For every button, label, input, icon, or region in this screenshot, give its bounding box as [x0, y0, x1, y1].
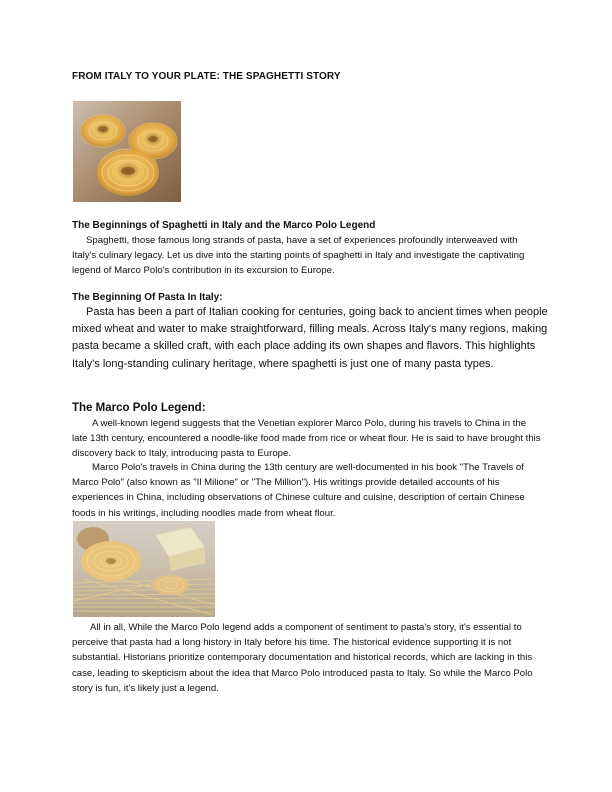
- section-heading-beginning-of-pasta: The Beginning Of Pasta In Italy:: [72, 292, 223, 303]
- paragraph-intro: Spaghetti, those famous long strands of pasta, have a set of experiences profoundly interweaved with Italy's culinary legacy. Let us dive into the starting points of spaghetti in Italy and investigate the captivating legend of Marco Polo's contribution in its excursion to Europe.: [72, 235, 525, 277]
- document-title: FROM ITALY TO YOUR PLATE: THE SPAGHETTI STORY: [72, 71, 341, 82]
- paragraph-pasta-history: Pasta has been a part of Italian cooking for centuries, going back to ancient times when people mixed wheat and water to make straightforward, filling meals. Across Italy's many regions, making pasta became a skilled craft, with each place adding its own shapes and flavors. This highlights Italy's long-standing culinary heritage, where spaghetti is just one of many pasta types.: [72, 306, 548, 370]
- section-heading-marco-polo: The Marco Polo Legend:: [72, 402, 206, 414]
- dried-pasta-photo: [73, 521, 215, 617]
- section-heading-beginnings: The Beginnings of Spaghetti in Italy and the Marco Polo Legend: [72, 220, 376, 231]
- pasta-nests-photo: [73, 101, 181, 202]
- paragraph-marco-polo-legend: A well-known legend suggests that the Venetian explorer Marco Polo, during his travels to China in the late 13th century, encountered a noodle-like food made from rice or wheat flour. He is said to have brought this discovery back to Italy, introducing pasta to Europe.: [72, 418, 541, 460]
- paragraph-marco-polo-travels: Marco Polo's travels in China during the 13th century are well-documented in his book "The Travels of Marco Polo" (also known as "Il Milione" or "The Million"). His writings provide detailed accounts of his experiences in China, including observations of Chinese culture and cuisine, description of certain Chinese foods in his writings, including noodles made from wheat flour.: [72, 462, 525, 519]
- paragraph-conclusion: All in all, While the Marco Polo legend adds a component of sentiment to pasta's story, it's essential to perceive that pasta had a long history in Italy before his time. The historical evidence supporting it is not substantial. Historians prioritize contemporary documentation and historical records, which are lacking in this case, leading to skepticism about the idea that Marco Polo introduced pasta to Italy. So while the Marco Polo story is fun, it's likely just a legend.: [72, 622, 533, 694]
